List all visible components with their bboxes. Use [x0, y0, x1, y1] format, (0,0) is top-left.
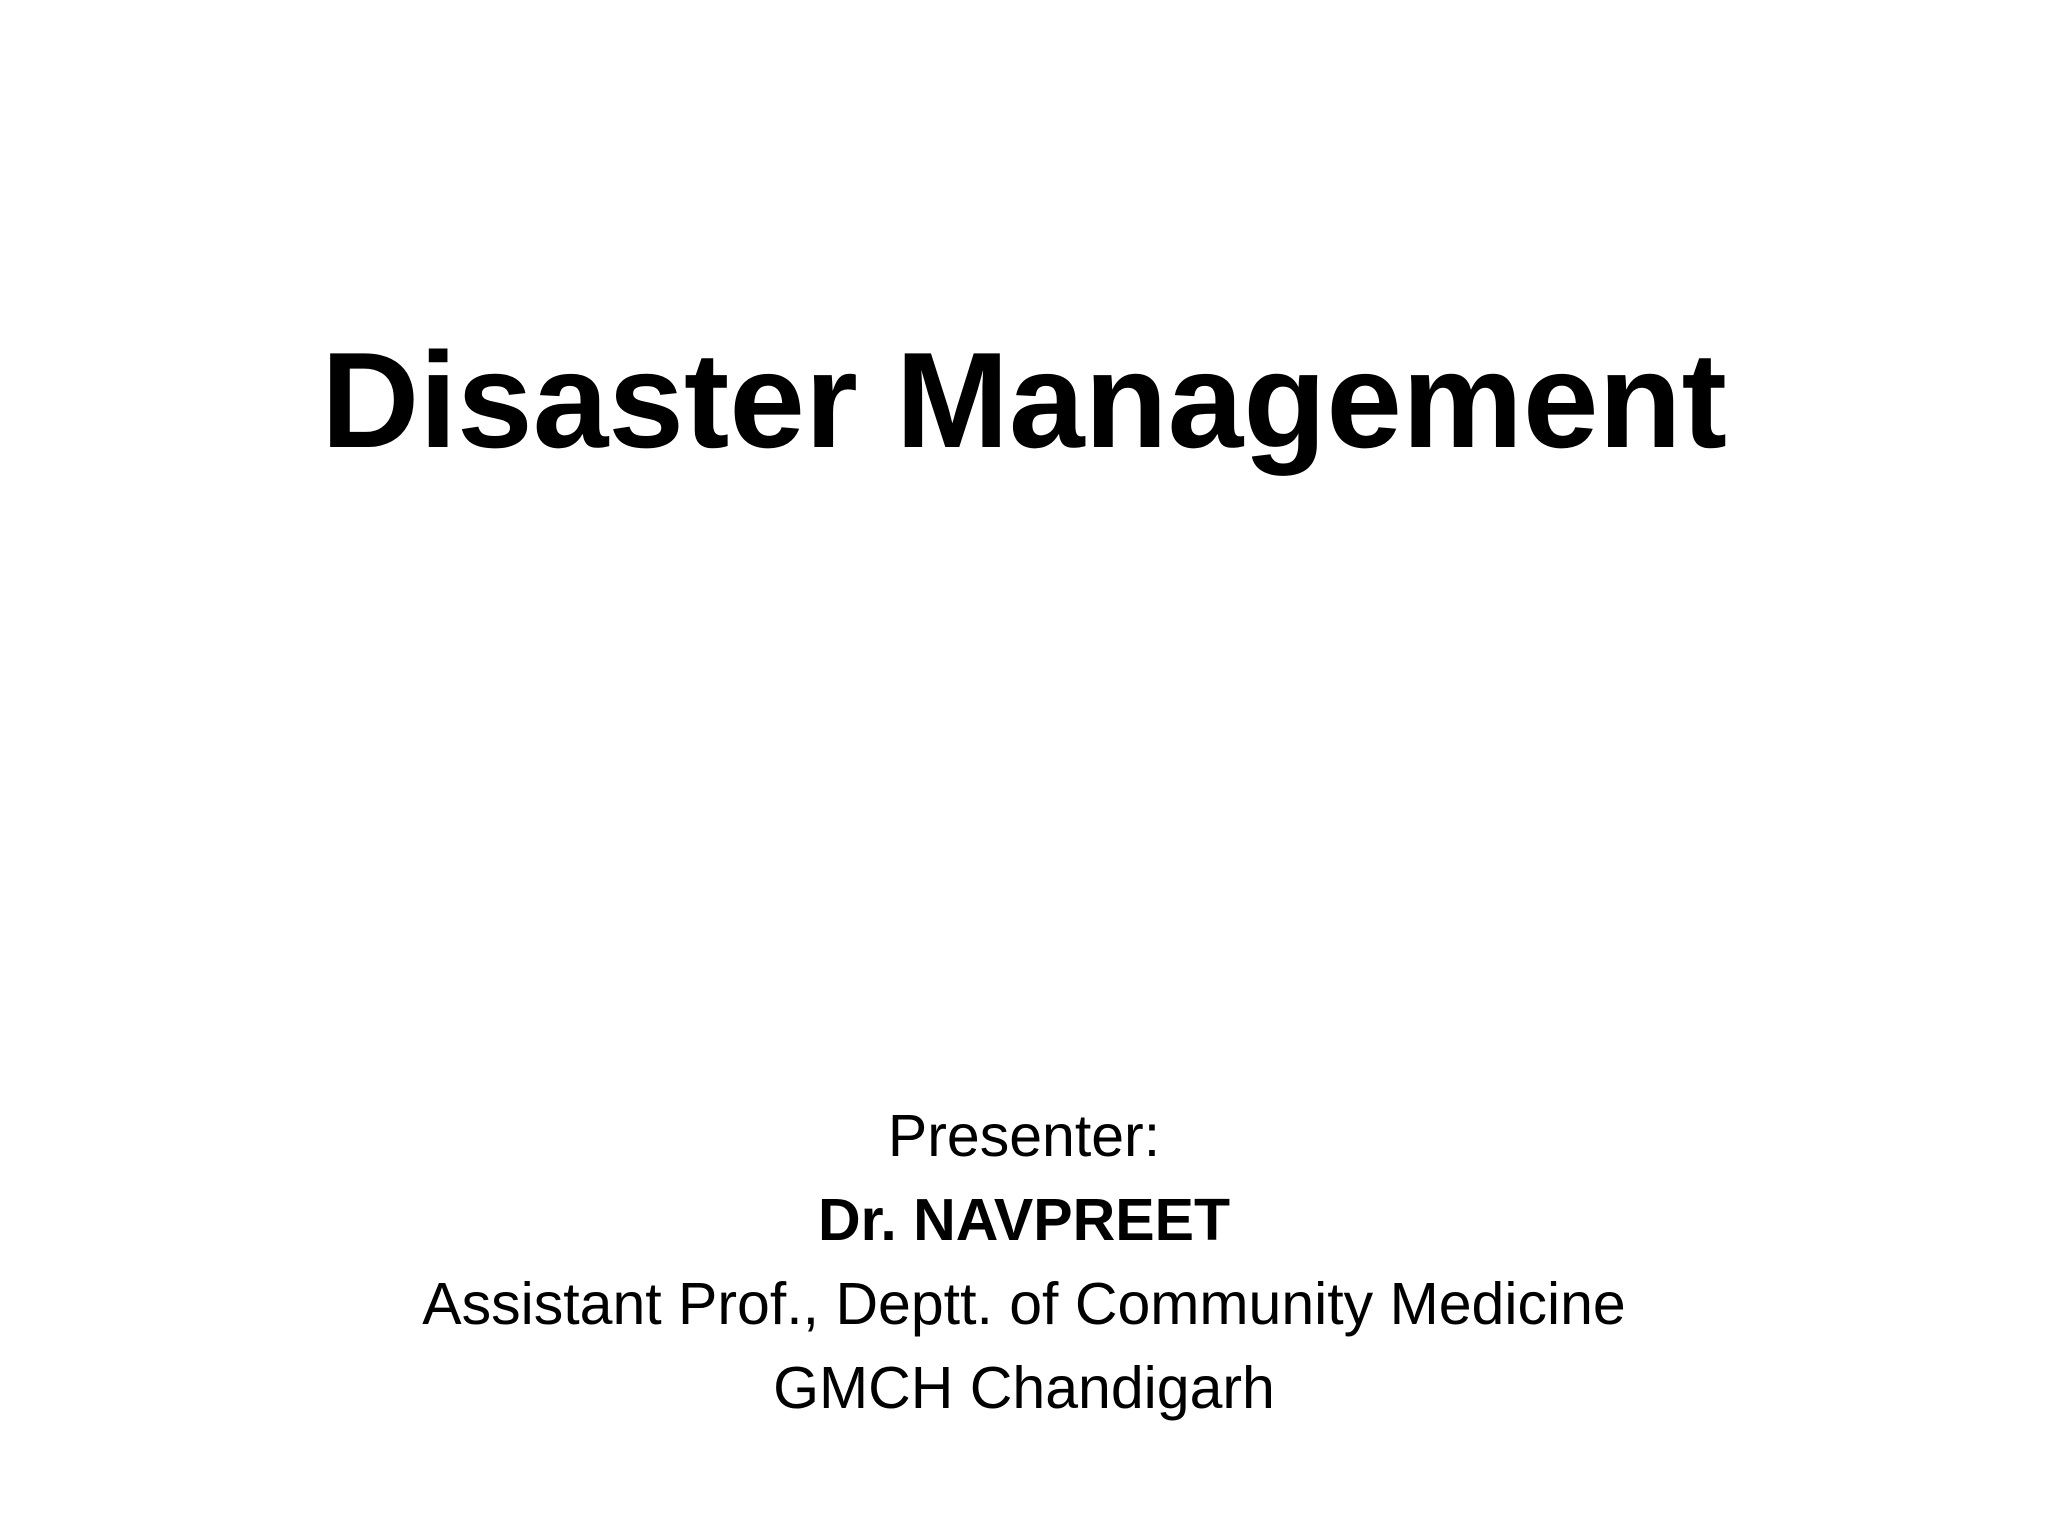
presenter-designation: Assistant Prof., Deptt. of Community Medicine — [422, 1271, 1626, 1337]
presenter-label: Presenter: — [887, 1103, 1161, 1169]
slide-title: Disaster Management — [321, 324, 1727, 476]
presenter-institution: GMCH Chandigarh — [773, 1355, 1275, 1421]
presenter-name: Dr. NAVPREET — [818, 1187, 1230, 1253]
presenter-block — [0, 1094, 2048, 1430]
